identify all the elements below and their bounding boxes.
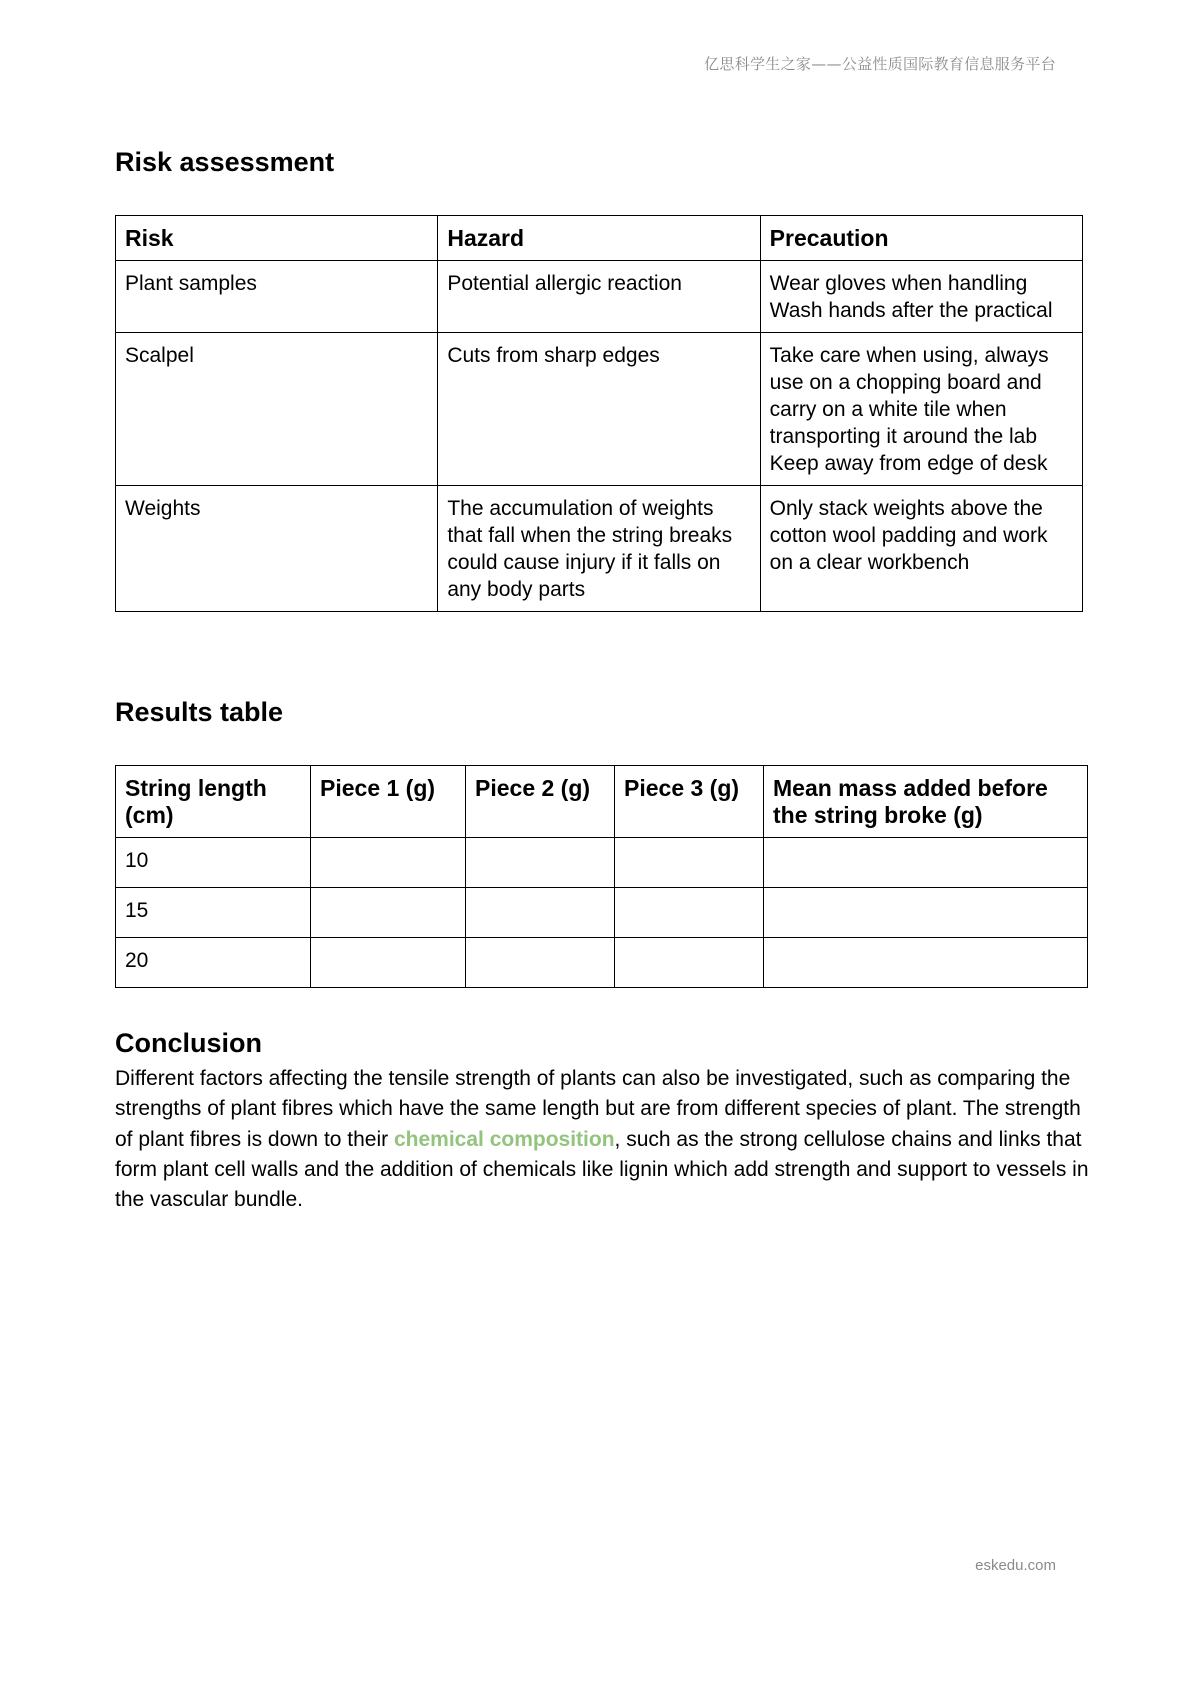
column-header-string-length: String length (cm) xyxy=(116,766,311,838)
column-header-piece-3: Piece 3 (g) xyxy=(615,766,764,838)
mean-mass-cell[interactable] xyxy=(764,838,1088,888)
risk-cell: Weights xyxy=(116,486,438,612)
risk-assessment-heading: Risk assessment xyxy=(115,147,335,177)
conclusion-text: Different factors affecting the tensile strength of plants can also be investigated, such as comparing the strengths of plant fibres which have the same length but are from different species of plant. The strength of plant fibres is down to their xyxy=(115,1067,1081,1151)
precaution-line: Keep away from edge of desk xyxy=(769,452,1048,475)
column-header-piece-1: Piece 1 (g) xyxy=(311,766,466,838)
table-row xyxy=(116,261,1083,333)
piece-1-cell[interactable] xyxy=(311,938,466,988)
risk-cell: Scalpel xyxy=(116,333,438,486)
piece-2-cell[interactable] xyxy=(466,838,615,888)
hazard-cell: Cuts from sharp edges xyxy=(438,333,760,486)
table-row xyxy=(116,838,1088,888)
precaution-cell xyxy=(760,333,1082,486)
string-length-cell: 10 xyxy=(116,838,311,888)
conclusion-text: , such as the strong cellulose chains and links that form plant cell walls and the addition of chemicals like lignin which add strength and support to vessels in the vascular bundle. xyxy=(115,1127,1089,1212)
header-watermark: 亿思科学生之家——公益性质国际教育信息服务平台 xyxy=(704,55,1056,73)
piece-2-cell[interactable] xyxy=(466,888,615,938)
hazard-cell: The accumulation of weights that fall when the string breaks could cause injury if it falls on any body parts xyxy=(438,486,760,612)
piece-3-cell[interactable] xyxy=(615,938,764,988)
piece-1-cell[interactable] xyxy=(311,838,466,888)
hazard-cell: Potential allergic reaction xyxy=(438,261,760,333)
risk-assessment-table xyxy=(115,215,1083,612)
piece-3-cell[interactable] xyxy=(615,838,764,888)
footer-watermark: eskedu.com xyxy=(975,1557,1056,1574)
conclusion-paragraph xyxy=(115,1064,1095,1215)
piece-2-cell[interactable] xyxy=(466,938,615,988)
conclusion-heading: Conclusion xyxy=(115,1028,262,1058)
column-header-risk: Risk xyxy=(116,216,438,261)
precaution-line: Take care when using, always use on a chopping board and carry on a white tile when transporting it around the lab xyxy=(769,344,1049,448)
piece-1-cell[interactable] xyxy=(311,888,466,938)
table-row xyxy=(116,938,1088,988)
results-table-heading: Results table xyxy=(115,697,284,727)
piece-3-cell[interactable] xyxy=(615,888,764,938)
column-header-piece-2: Piece 2 (g) xyxy=(466,766,615,838)
string-length-cell: 15 xyxy=(116,888,311,938)
column-header-mean-mass: Mean mass added before the string broke (g) xyxy=(764,766,1088,838)
risk-cell: Plant samples xyxy=(116,261,438,333)
table-row xyxy=(116,888,1088,938)
results-table xyxy=(115,765,1088,988)
conclusion-highlight: chemical composition xyxy=(393,1127,615,1151)
results-table-header-row xyxy=(116,766,1088,838)
column-header-precaution: Precaution xyxy=(760,216,1082,261)
precaution-cell xyxy=(760,261,1082,333)
mean-mass-cell[interactable] xyxy=(764,888,1088,938)
table-row xyxy=(116,486,1083,612)
risk-table-header-row xyxy=(116,216,1083,261)
table-row xyxy=(116,333,1083,486)
precaution-line: Wash hands after the practical xyxy=(769,299,1053,322)
string-length-cell: 20 xyxy=(116,938,311,988)
mean-mass-cell[interactable] xyxy=(764,938,1088,988)
precaution-line: Wear gloves when handling xyxy=(769,272,1028,295)
column-header-hazard: Hazard xyxy=(438,216,760,261)
precaution-cell xyxy=(760,486,1082,612)
precaution-line: Only stack weights above the cotton wool padding and work on a clear workbench xyxy=(769,497,1048,574)
